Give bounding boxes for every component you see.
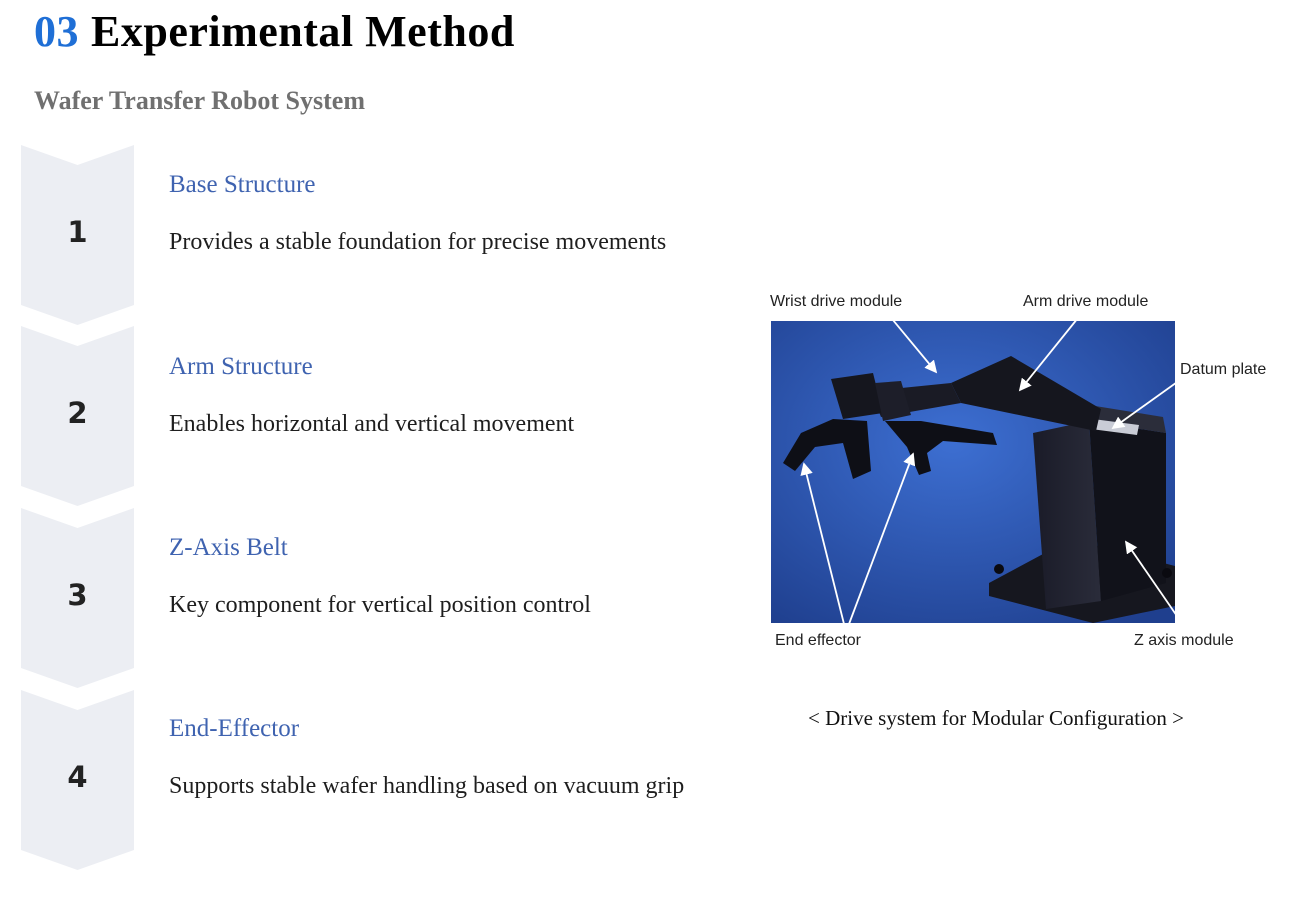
step-description: Supports stable wafer handling based on vacuum grip [169,773,685,799]
robot-figure [768,280,1273,660]
step-number: 2 [67,396,88,430]
step-marker-4 [21,690,134,870]
step-description: Enables horizontal and vertical movement [169,411,575,437]
step-marker-1 [21,145,134,325]
page-title [34,6,515,57]
label-wrist-drive-module: Wrist drive module [770,293,903,310]
step-number: 3 [67,578,88,612]
figure-caption: < Drive system for Modular Configuration > [808,706,1184,730]
page-subtitle: Wafer Transfer Robot System [34,86,365,115]
step-marker-2 [21,326,134,506]
label-end-effector: End effector [775,632,861,649]
label-arm-drive-module: Arm drive module [1023,293,1149,310]
step-title: Base Structure [169,171,316,198]
step-number: 1 [67,215,88,249]
callout-arrows [768,280,1273,660]
step-description: Provides a stable foundation for precise movements [169,229,667,255]
step-description: Key component for vertical position control [169,592,591,618]
section-number: 03 [34,7,79,56]
step-number: 4 [67,760,88,794]
label-datum-plate: Datum plate [1180,361,1267,378]
step-title: Arm Structure [169,353,313,380]
step-title: End-Effector [169,715,300,742]
step-title: Z-Axis Belt [169,534,288,561]
step-marker-3 [21,508,134,688]
label-z-axis-module: Z axis module [1134,632,1234,649]
section-title: Experimental Method [91,7,515,56]
